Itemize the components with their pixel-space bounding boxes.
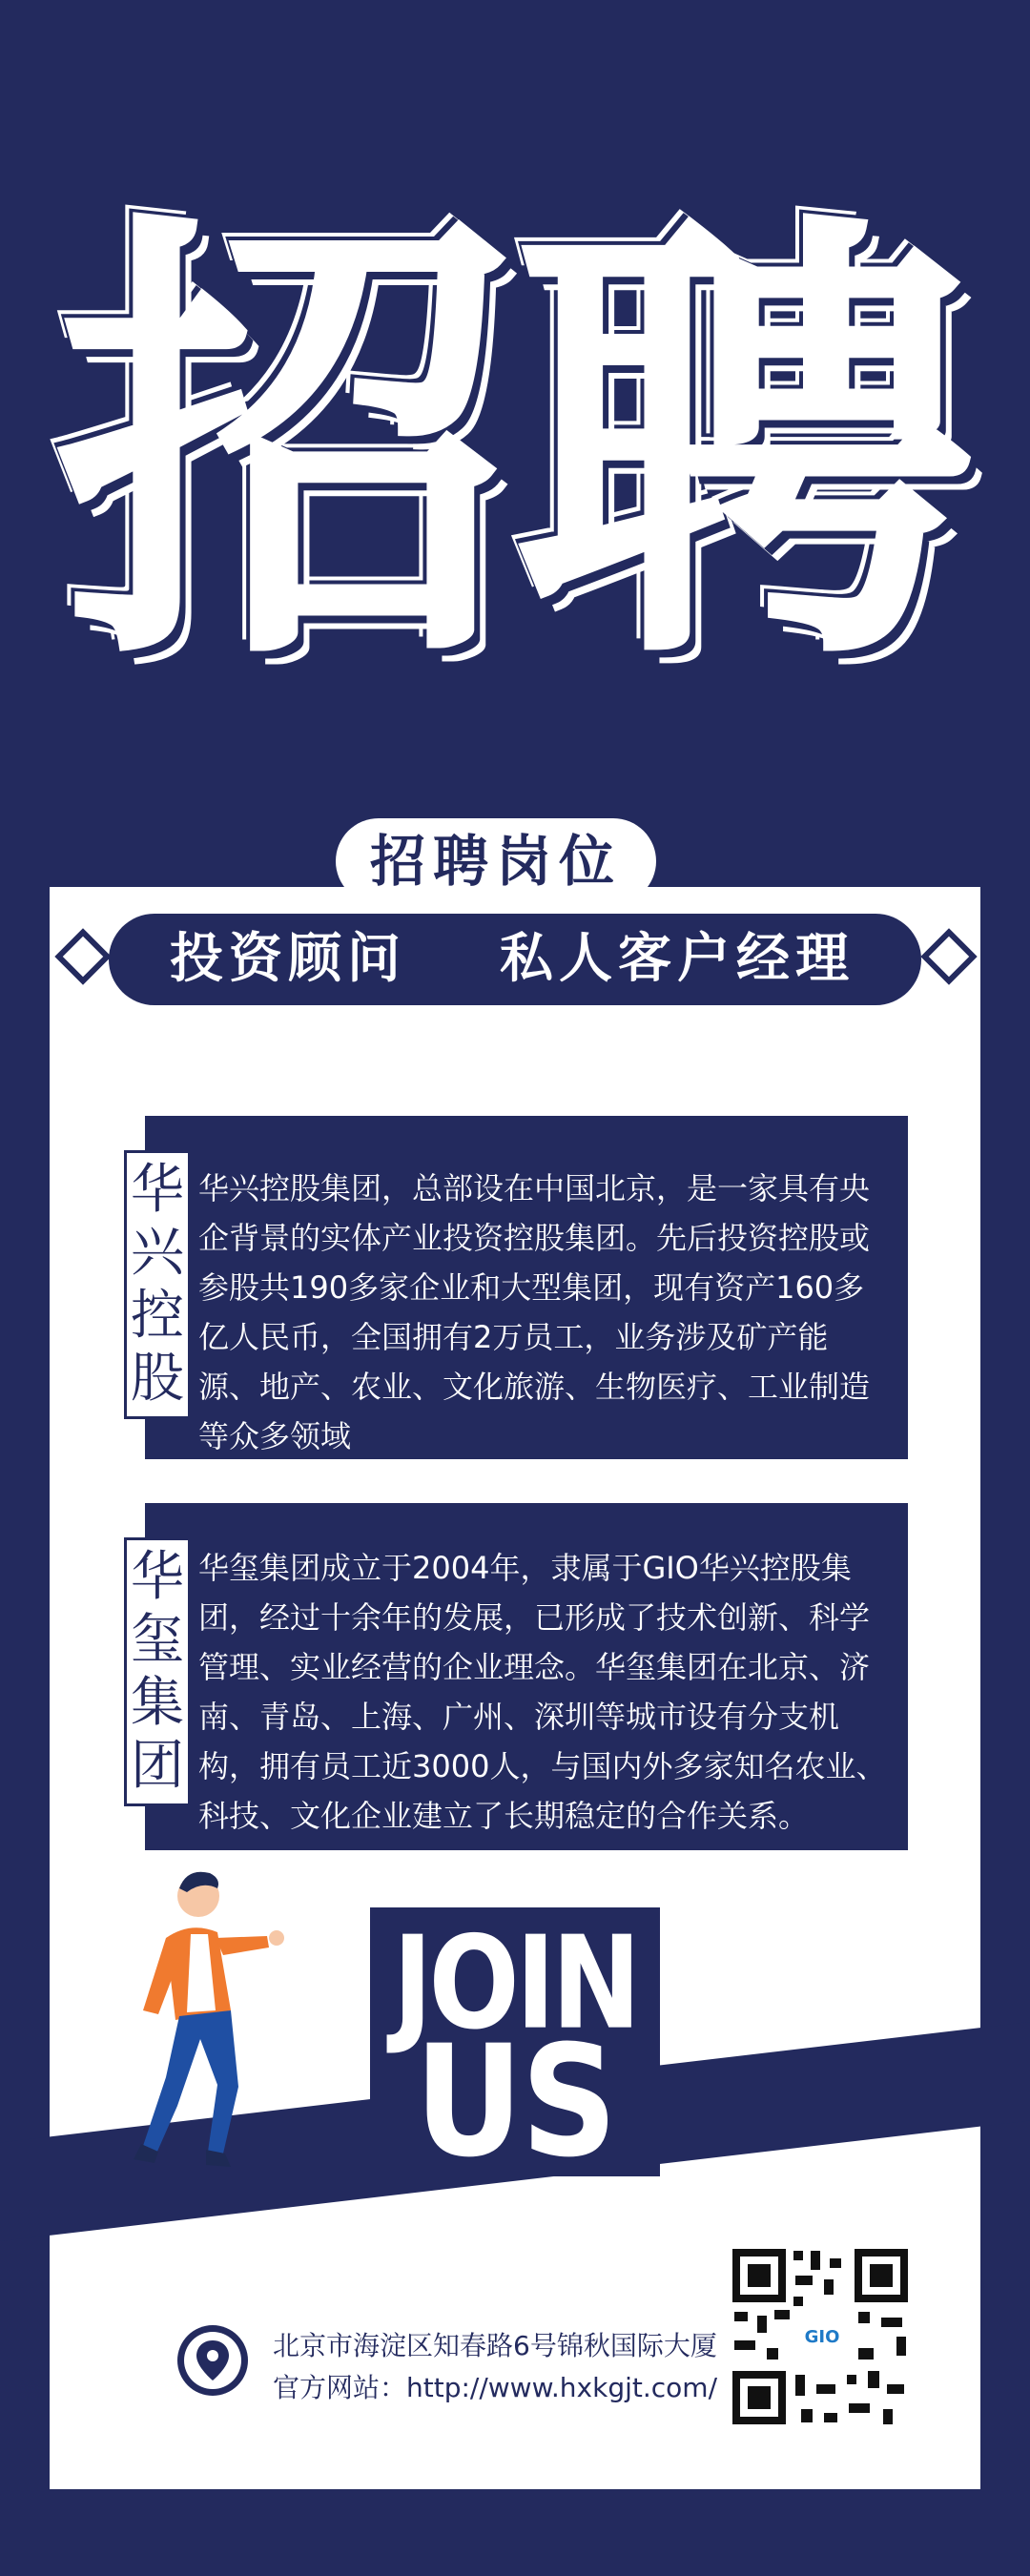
website-link[interactable]: 官方网站：http://www.hxkgjt.com/ — [273, 2372, 718, 2403]
company1-box — [145, 1116, 908, 1459]
label-char: 集 — [131, 1672, 184, 1734]
label-char: 兴 — [131, 1222, 184, 1284]
job-investment-advisor: 投资顾问 — [170, 928, 406, 990]
address-text: 北京市海淀区知春路6号锦秋国际大厦 — [273, 2330, 717, 2361]
company2-label — [124, 1537, 191, 1806]
hero-char-pin: 聘 — [515, 181, 973, 714]
company2-box — [145, 1503, 908, 1850]
us-text: US — [414, 2012, 616, 2193]
qr-code[interactable] — [725, 2241, 916, 2432]
label-char: 团 — [131, 1735, 184, 1797]
qr-badge: GIO — [804, 2327, 840, 2347]
join-us-block — [370, 1907, 660, 2193]
location-pin-icon — [177, 2325, 248, 2396]
label-char: 玺 — [131, 1609, 184, 1671]
jobs-bar — [109, 914, 921, 1005]
join-text: JOIN — [392, 1909, 638, 2058]
label-char: 控 — [131, 1285, 184, 1347]
hero-char-zhao: 招 — [57, 181, 515, 714]
person-illustration — [124, 1867, 315, 2211]
label-char: 股 — [131, 1348, 184, 1410]
company2-text: 华玺集团成立于2004年，隶属于GIO华兴控股集团，经过十余年的发展，已形成了技术创新、科学管理、实业经营的企业理念。华玺集团在北京、济南、青岛、上海、广州、深圳等城市设有分支机构，拥有员工近3000人，与国内外多家知名农业、科技、文化企业建立了长期稳定的合作关系。 — [198, 1550, 887, 1834]
hero-title — [38, 181, 992, 714]
label-char: 华 — [131, 1159, 184, 1221]
company1-label — [124, 1150, 191, 1419]
label-char: 华 — [131, 1546, 184, 1608]
section-tag: 招聘岗位 — [336, 818, 656, 904]
job-private-client-manager: 私人客户经理 — [500, 928, 855, 990]
company1-text: 华兴控股集团，总部设在中国北京，是一家具有央企背景的实体产业投资控股集团。先后投资控股或参股共190多家企业和大型集团，现有资产160多亿人民币，全国拥有2万员工，业务涉及矿产能源、地产、农业、文化旅游、生物医疗、工业制造等众多领域 — [198, 1170, 871, 1454]
